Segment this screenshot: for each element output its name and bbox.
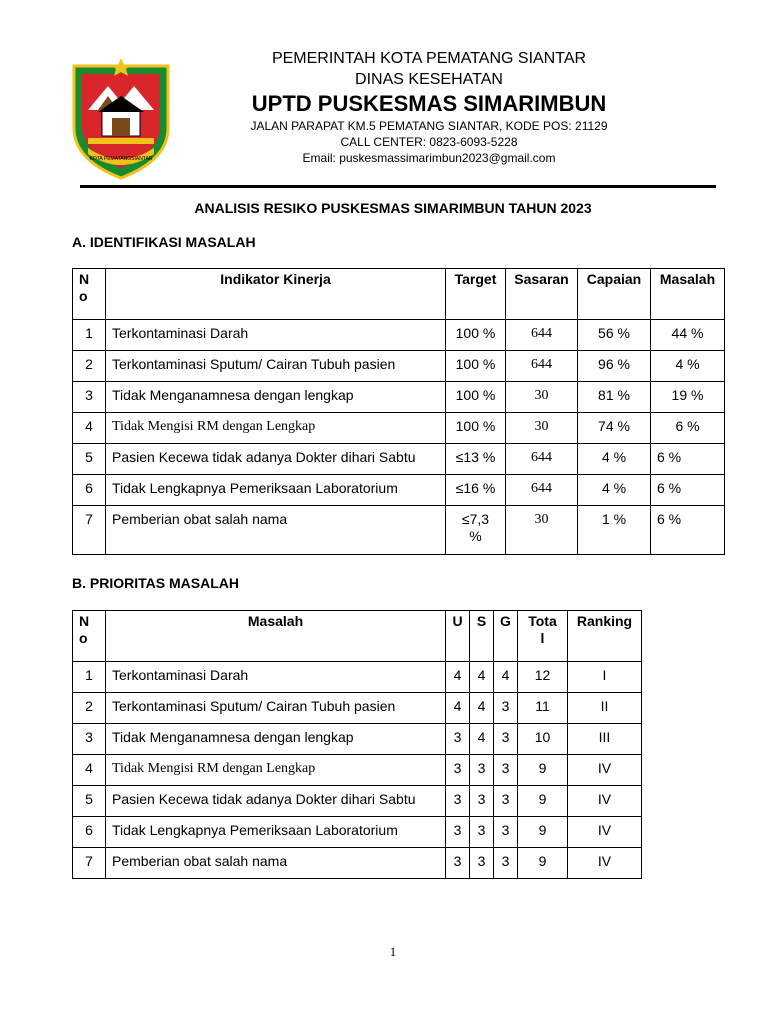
row-u: 3 (446, 724, 470, 755)
table-row (73, 475, 725, 506)
email: Email: puskesmassimarimbun2023@gmail.com (302, 151, 556, 165)
header-divider (80, 185, 716, 188)
row-masalah: 44 % (651, 320, 725, 351)
row-g: 3 (494, 755, 518, 786)
row-capaian: 74 % (578, 413, 651, 444)
row-no: 3 (73, 724, 106, 755)
row-no: 7 (73, 506, 106, 555)
header-s: S (470, 611, 494, 662)
row-g: 4 (494, 662, 518, 693)
row-target: 100 % (446, 320, 506, 351)
row-s: 3 (470, 848, 494, 879)
row-sasaran: 644 (506, 475, 578, 506)
row-u: 3 (446, 848, 470, 879)
row-capaian: 1 % (578, 506, 651, 555)
row-g: 3 (494, 817, 518, 848)
row-indikator: Tidak Menganamnesa dengan lengkap (106, 382, 446, 413)
row-ranking: IV (568, 755, 642, 786)
row-ranking: III (568, 724, 642, 755)
header-no: N o (73, 611, 106, 662)
row-ranking: IV (568, 786, 642, 817)
row-masalah: Pemberian obat salah nama (106, 848, 446, 879)
priority-table (72, 610, 642, 879)
row-total: 9 (518, 817, 568, 848)
table-row (73, 755, 642, 786)
header-sasaran: Sasaran (506, 269, 578, 320)
row-no: 3 (73, 382, 106, 413)
row-s: 3 (470, 755, 494, 786)
address: JALAN PARAPAT KM.5 PEMATANG SIANTAR, KODE POS: 21129 (250, 119, 608, 133)
table-row (73, 320, 725, 351)
row-sasaran: 30 (506, 382, 578, 413)
table-row (73, 786, 642, 817)
row-masalah: Tidak Menganamnesa dengan lengkap (106, 724, 446, 755)
row-masalah: 6 % (651, 475, 725, 506)
department-name: DINAS KESEHATAN (355, 71, 503, 88)
row-target: ≤16 % (446, 475, 506, 506)
row-indikator: Terkontaminasi Darah (106, 320, 446, 351)
table-row (73, 724, 642, 755)
row-capaian: 96 % (578, 351, 651, 382)
row-indikator: Pemberian obat salah nama (106, 506, 446, 555)
row-no: 1 (73, 320, 106, 351)
row-no: 2 (73, 693, 106, 724)
row-no: 4 (73, 755, 106, 786)
row-masalah: Pasien Kecewa tidak adanya Dokter dihari Sabtu (106, 786, 446, 817)
header-masalah: Masalah (651, 269, 725, 320)
row-u: 3 (446, 786, 470, 817)
row-u: 4 (446, 693, 470, 724)
institution-name: UPTD PUSKESMAS SIMARIMBUN (251, 91, 607, 116)
call-center: CALL CENTER: 0823-6093-5228 (340, 135, 518, 149)
header-g: G (494, 611, 518, 662)
row-target: 100 % (446, 351, 506, 382)
header-ranking: Ranking (568, 611, 642, 662)
row-g: 3 (494, 693, 518, 724)
header-capaian: Capaian (578, 269, 651, 320)
table-row (73, 662, 642, 693)
section-b-title: B. PRIORITAS MASALAH (72, 575, 239, 591)
row-total: 9 (518, 848, 568, 879)
row-masalah: Tidak Lengkapnya Pemeriksaan Laboratorium (106, 817, 446, 848)
row-masalah: Tidak Mengisi RM dengan Lengkap (106, 755, 446, 786)
government-name: PEMERINTAH KOTA PEMATANG SIANTAR (271, 50, 587, 67)
svg-text:KOTA PEMATANGSIANTAR: KOTA PEMATANGSIANTAR (89, 156, 153, 162)
table-row (73, 444, 725, 475)
table-row (73, 382, 725, 413)
document-title: ANALISIS RESIKO PUSKESMAS SIMARIMBUN TAHUN 2023 (194, 200, 592, 216)
row-masalah: Terkontaminasi Sputum/ Cairan Tubuh pasien (106, 693, 446, 724)
row-g: 3 (494, 848, 518, 879)
row-total: 11 (518, 693, 568, 724)
row-no: 4 (73, 413, 106, 444)
row-indikator: Terkontaminasi Sputum/ Cairan Tubuh pasien (106, 351, 446, 382)
header-no: N o (73, 269, 106, 320)
row-capaian: 81 % (578, 382, 651, 413)
row-target: 100 % (446, 413, 506, 444)
row-sasaran: 644 (506, 444, 578, 475)
row-u: 3 (446, 817, 470, 848)
row-s: 3 (470, 817, 494, 848)
row-total: 12 (518, 662, 568, 693)
row-masalah: 19 % (651, 382, 725, 413)
row-no: 6 (73, 475, 106, 506)
row-indikator: Tidak Mengisi RM dengan Lengkap (106, 413, 446, 444)
table-row (73, 693, 642, 724)
city-emblem-logo (68, 52, 174, 182)
row-no: 7 (73, 848, 106, 879)
row-indikator: Pasien Kecewa tidak adanya Dokter dihari Sabtu (106, 444, 446, 475)
row-masalah: 6 % (651, 506, 725, 555)
row-ranking: II (568, 693, 642, 724)
page-number: 1 (389, 944, 397, 959)
row-ranking: IV (568, 817, 642, 848)
row-target: ≤7,3 % (446, 506, 506, 555)
row-g: 3 (494, 724, 518, 755)
row-sasaran: 644 (506, 351, 578, 382)
header-total: Tota l (518, 611, 568, 662)
table-row (73, 506, 725, 555)
row-total: 9 (518, 755, 568, 786)
row-target: 100 % (446, 382, 506, 413)
row-capaian: 56 % (578, 320, 651, 351)
row-u: 3 (446, 755, 470, 786)
row-sasaran: 644 (506, 320, 578, 351)
row-ranking: I (568, 662, 642, 693)
row-no: 2 (73, 351, 106, 382)
row-s: 4 (470, 693, 494, 724)
row-sasaran: 30 (506, 413, 578, 444)
section-a-title: A. IDENTIFIKASI MASALAH (72, 234, 256, 250)
row-g: 3 (494, 786, 518, 817)
row-no: 5 (73, 444, 106, 475)
row-capaian: 4 % (578, 444, 651, 475)
header-target: Target (446, 269, 506, 320)
row-s: 4 (470, 662, 494, 693)
row-masalah: 6 % (651, 413, 725, 444)
row-masalah: 4 % (651, 351, 725, 382)
table-row (73, 817, 642, 848)
row-s: 4 (470, 724, 494, 755)
row-u: 4 (446, 662, 470, 693)
header-masalah: Masalah (106, 611, 446, 662)
table-row (73, 848, 642, 879)
letterhead (230, 48, 628, 166)
table-row (73, 351, 725, 382)
row-sasaran: 30 (506, 506, 578, 555)
row-masalah: Terkontaminasi Darah (106, 662, 446, 693)
identification-table (72, 268, 725, 555)
row-s: 3 (470, 786, 494, 817)
row-indikator: Tidak Lengkapnya Pemeriksaan Laboratorium (106, 475, 446, 506)
header-u: U (446, 611, 470, 662)
table-row (73, 413, 725, 444)
row-ranking: IV (568, 848, 642, 879)
row-total: 9 (518, 786, 568, 817)
row-masalah: 6 % (651, 444, 725, 475)
row-no: 6 (73, 817, 106, 848)
row-capaian: 4 % (578, 475, 651, 506)
row-no: 1 (73, 662, 106, 693)
header-indikator: Indikator Kinerja (106, 269, 446, 320)
row-no: 5 (73, 786, 106, 817)
row-total: 10 (518, 724, 568, 755)
row-target: ≤13 % (446, 444, 506, 475)
